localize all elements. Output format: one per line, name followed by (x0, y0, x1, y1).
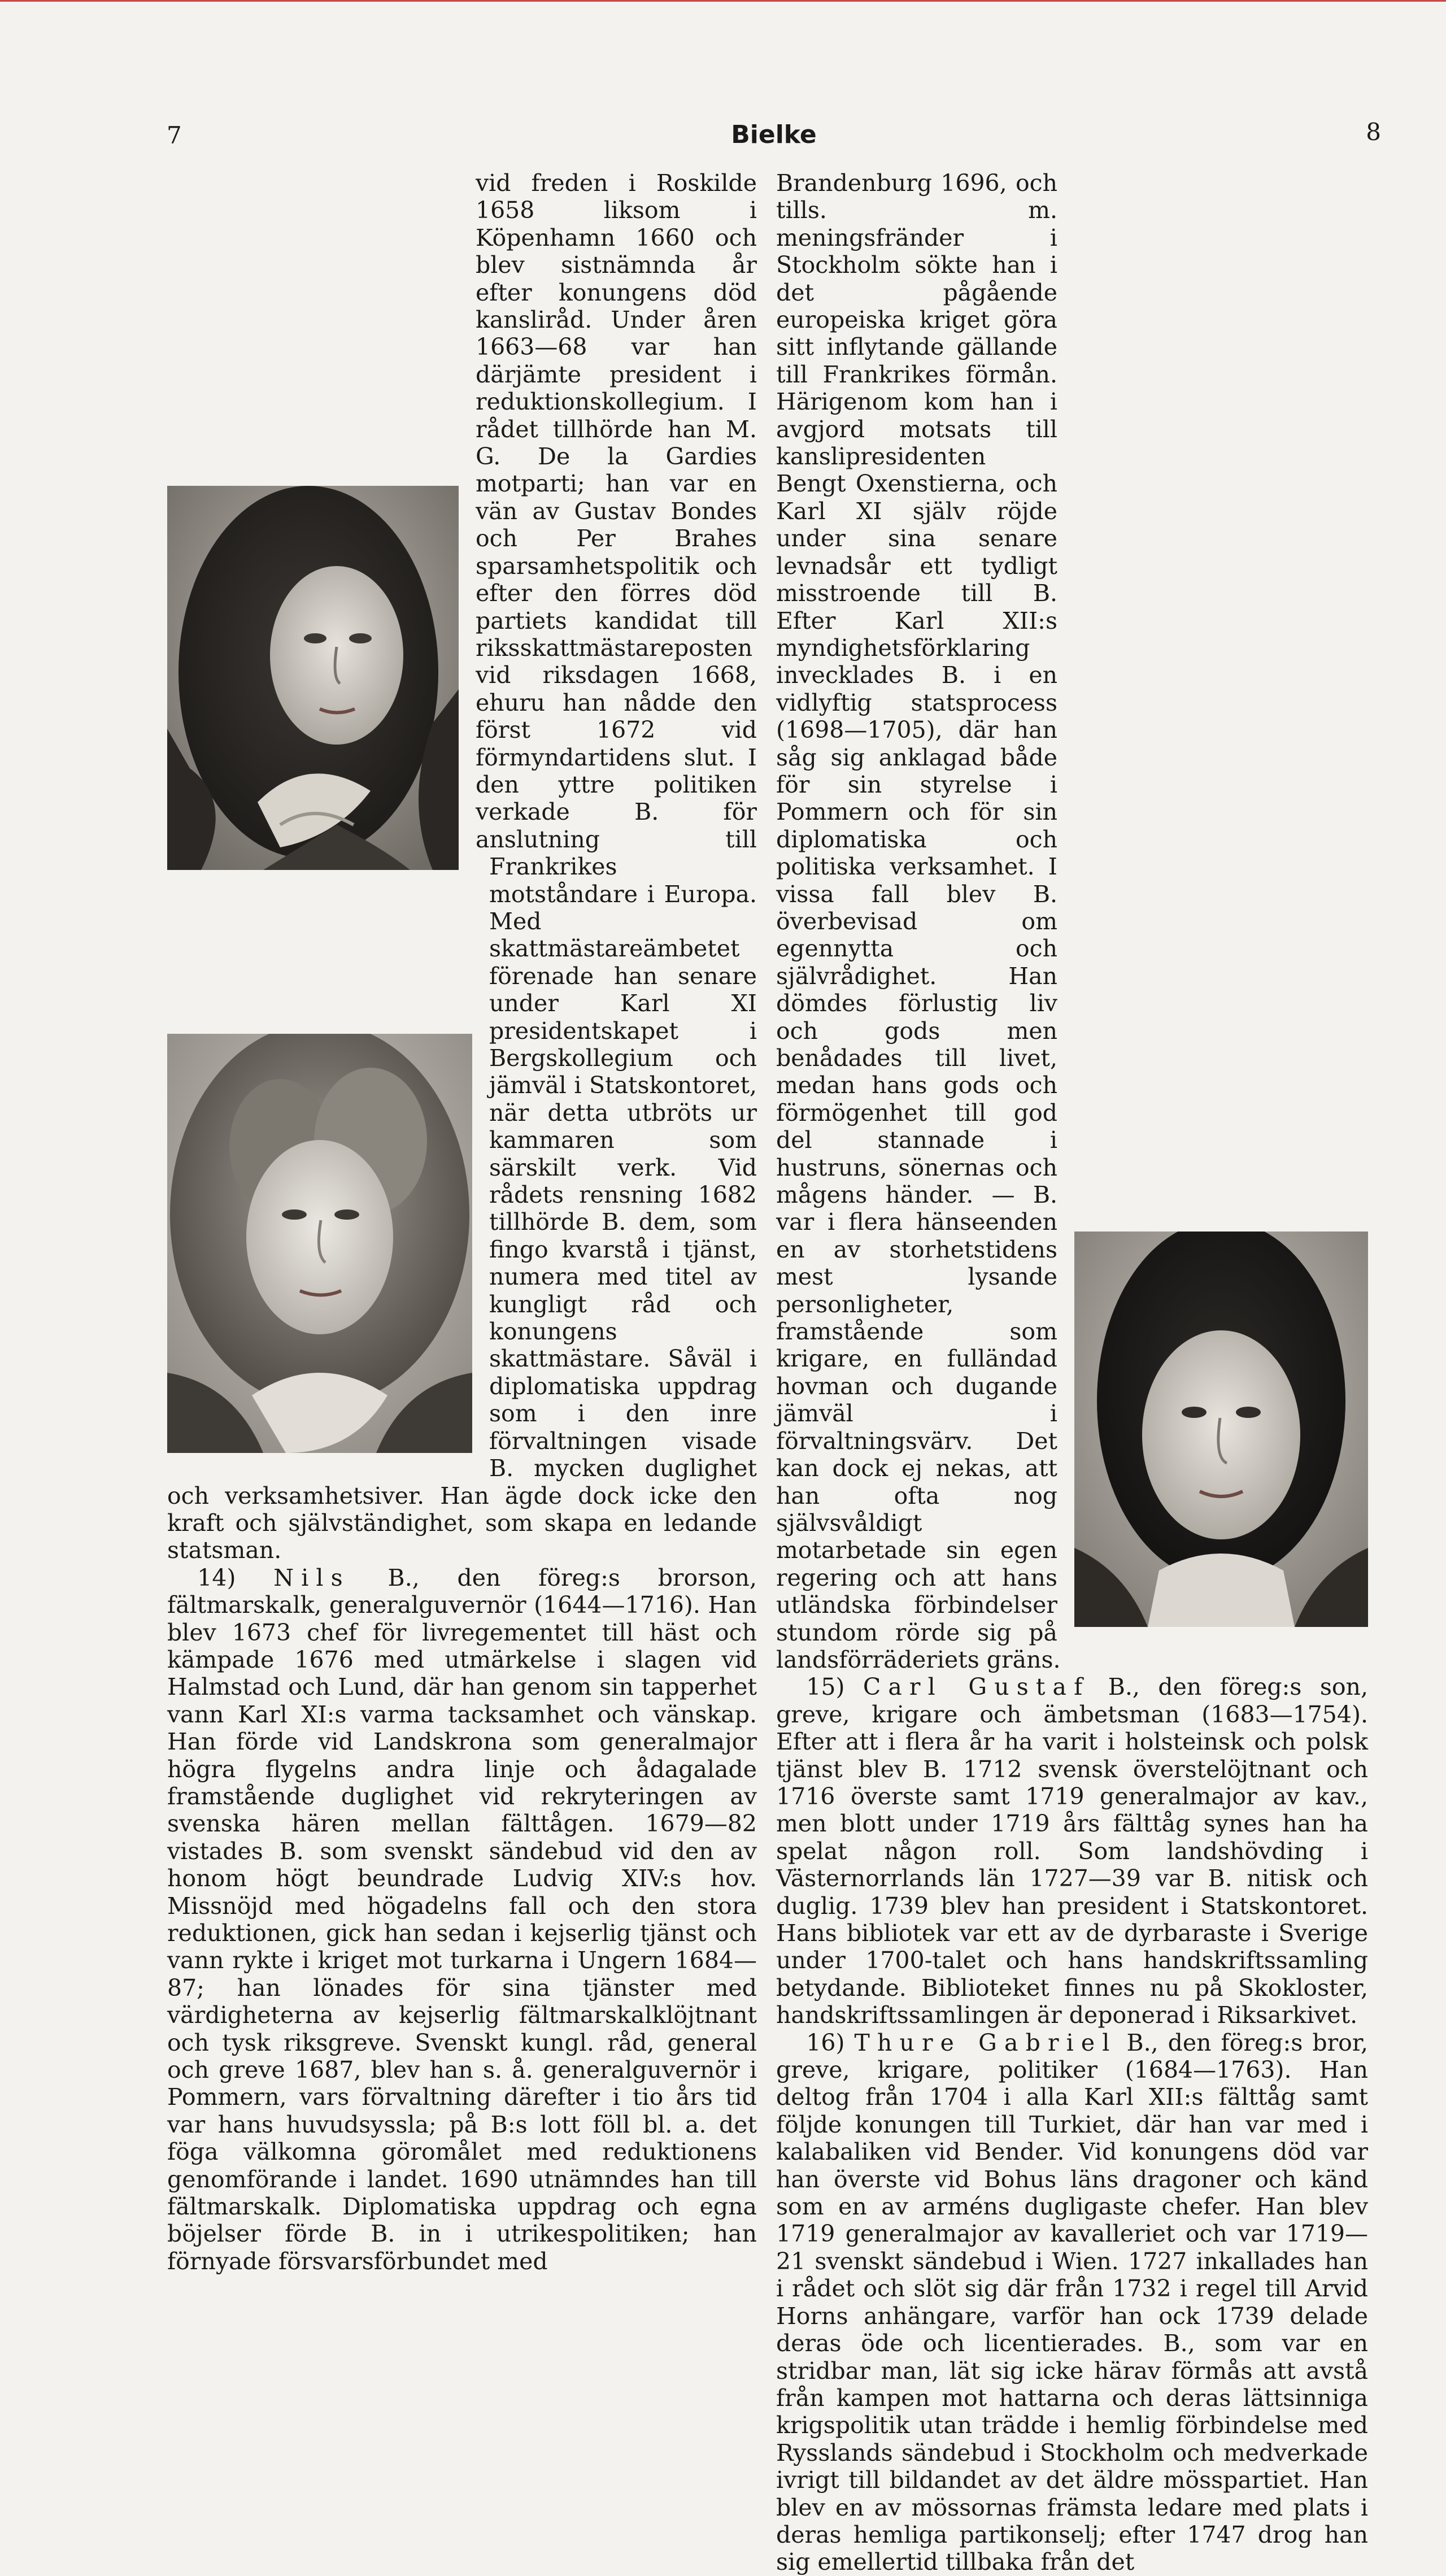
paragraph-left-1: vid freden i Roskilde 1658 liksom i Köpenhamn 1660 och blev sistnämnda år efter konungens död kansliråd. Under åren 1663—68 var han därjämte president i reduktionskollegium. I rådet tillhörde han M. G. De la Gardies motparti; han var en vän av Gustav Bondes och Per Brahes sparsamhetspolitik och efter den förres död partiets kandidat till riksskattmästareposten vid riksdagen 1668, ehuru han nådde den först 1672 vid förmyndartidens slut. I den yttre politiken verkade B. för anslutning till Frankrikes motståndare i Europa. Med skattmästareämbetet förenade han senare under Karl XI presidentskapet i Bergskollegium och jämväl i Statskontoret, när detta utbröts ur kammaren som särskilt verk. Vid rådets rensning 1682 tillhörde B. dem, som fingo kvarstå i tjänst, numera med titel av kungligt råd och konungens skattmästare. Såväl i diplomatiska uppdrag som i den inre förvaltningen visade B. mycken duglighet och verksamhetsiver. Han ägde dock icke den kraft och självständighet, som skapa en ledande statsman. (167, 169, 757, 1564)
portrait-left-top (167, 486, 459, 870)
entry-name-thure-gabriel: Thure Gabriel (854, 2029, 1117, 2056)
entry-name-nils: Nils (273, 1564, 350, 1591)
right-column (776, 169, 1368, 2576)
portrait-left-bottom (167, 1034, 472, 1453)
entry-name-carl-gustaf: Carl Gustaf (863, 1673, 1090, 1701)
paragraph-thure-gabriel (776, 2029, 1368, 2576)
page-header (164, 116, 1384, 150)
top-border-line (0, 0, 1446, 2)
paragraph-right-1: Brandenburg 1696, och tills. m. meningsfränder i Stockholm sökte han i det pågående europeiska kriget göra sitt inflytande gällande till Frankrikes förmån. Härigenom kom han i avgjord motsats till kanslipresidenten Bengt Oxenstierna, och Karl XI själv röjde under sina senare levnadsår ett tydligt misstroende till B. Efter Karl XII:s myndighetsförklaring invecklades B. i en vidlyftig statsprocess (1698—1705), där han såg sig anklagad både för sin styrelse i Pommern och för sin diplomatiska och politiska verksamhet. I vissa fall blev B. överbevisad om egennytta och självrådighet. Han dömdes förlustig liv och gods men benådades till livet, medan hans gods och förmögenhet till god del stannade i hustruns, sönernas och mågens händer. — B. var i flera hänseenden en av storhetstidens mest lysande personligheter, framstående som krigare, en fulländad hovman och dugande jämväl i förvaltningsvärv. Det kan dock ej nekas, att han ofta nog självsvåldigt motarbetade sin egen regering och att hans utländska förbindelser stundom rörde sig på landsförräderiets gräns. (776, 169, 1061, 1673)
paragraph-nils (167, 1564, 757, 2275)
entry-text-nils: B., den föreg:s brorson, fältmarskalk, generalguvernör (1644—1716). Han blev 1673 chef för livregementet till häst och kämpade 1676 med utmärkelse i slagen vid Halmstad och Lund, där han genom sin tapperhet vann Karl XI:s varma tacksamhet och vänskap. Han förde vid Landskrona som generalmajor högra flygelns andra linje och ådagalade framstående duglighet vid rekryteringen av svenska hären mellan fälttågen. 1679—82 vistades B. som svenskt sändebud vid den av honom högt beundrade Ludvig XIV:s hov. Missnöjd med högadelns fall och den stora reduktionen, gick han sedan i kejserlig tjänst och vann rykte i kriget mot turkarna i Ungern 1684—87; han lönades för sina tjänster med värdigheterna av kejserlig fältmarskalklöjtnant och tysk riksgreve. Svenskt kungl. råd, general och greve 1687, blev han s. å. generalguvernör i Pommern, vars förvaltning därefter i tio års tid var hans huvudsyssla; på B:s lott föll bl. a. det föga välkomna göromålet med reduktionens genomförande i landet. 1690 utnämndes han till fältmarskalk. Diplomatiska uppdrag och egna böjelser förde B. in i utrikespolitiken; han förnyade försvarsförbundet med (167, 1564, 757, 2275)
left-column (167, 169, 757, 2275)
portrait-right (1074, 1232, 1368, 1627)
entry-text-carl-gustaf: B., den föreg:s son, greve, krigare och ämbetsman (1683—1754). Efter att i flera år ha varit i holsteinsk och polsk tjänst blev B. 1712 svensk överstelöjtnant och 1716 överste samt 1719 generalmajor av kav., men blott under 1719 års fälttåg synes han ha spelat någon roll. Som landshövding i Västernorrlands län 1727—39 var B. nitisk och duglig. 1739 blev han president i Statskontoret. Hans bibliotek var ett av de dyrbaraste i Sverige under 1700-talet och hans handskriftssamling betydande. Biblioteket finnes nu på Skokloster, handskriftssamlingen är deponerad i Riksarkivet. (776, 1673, 1368, 2029)
entry-number: 14) (197, 1564, 236, 1591)
running-head: Bielke (731, 120, 817, 149)
page-number-right: 8 (1366, 118, 1381, 146)
paragraph-carl-gustaf (776, 1673, 1368, 2029)
entry-number: 15) (806, 1673, 845, 1701)
entry-text-thure-gabriel: B., den föreg:s bror, greve, krigare, politiker (1684—1763). Han deltog från 1704 i alla Karl XII:s fälttåg samt följde konungen till Turkiet, där han var med i kalabaliken vid Bender. Vid konungens död var han överste vid Bohus läns dragoner och känd som en av arméns dugligaste chefer. Han blev 1719 generalmajor av kavalleriet och var 1719—21 svenskt sändebud i Wien. 1727 inkallades han i rådet och slöt sig där från 1732 i regel till Arvid Horns anhängare, varför han ock 1739 delade deras öde och licentierades. B., som var en stridbar man, lät sig icke härav förmås att avstå från kampen mot hattarna och deras lättsinniga krigspolitik utan trädde i hemlig förbindelse med Rysslands sändebud i Stockholm och medverkade ivrigt till bildandet av det äldre mösspartiet. Han blev en av mössornas främsta ledare med plats i deras hemliga partikonselj; efter 1747 drog han sig emellertid tillbaka från det (776, 2029, 1368, 2576)
page-number-left: 7 (167, 121, 182, 149)
entry-number: 16) (806, 2029, 845, 2056)
